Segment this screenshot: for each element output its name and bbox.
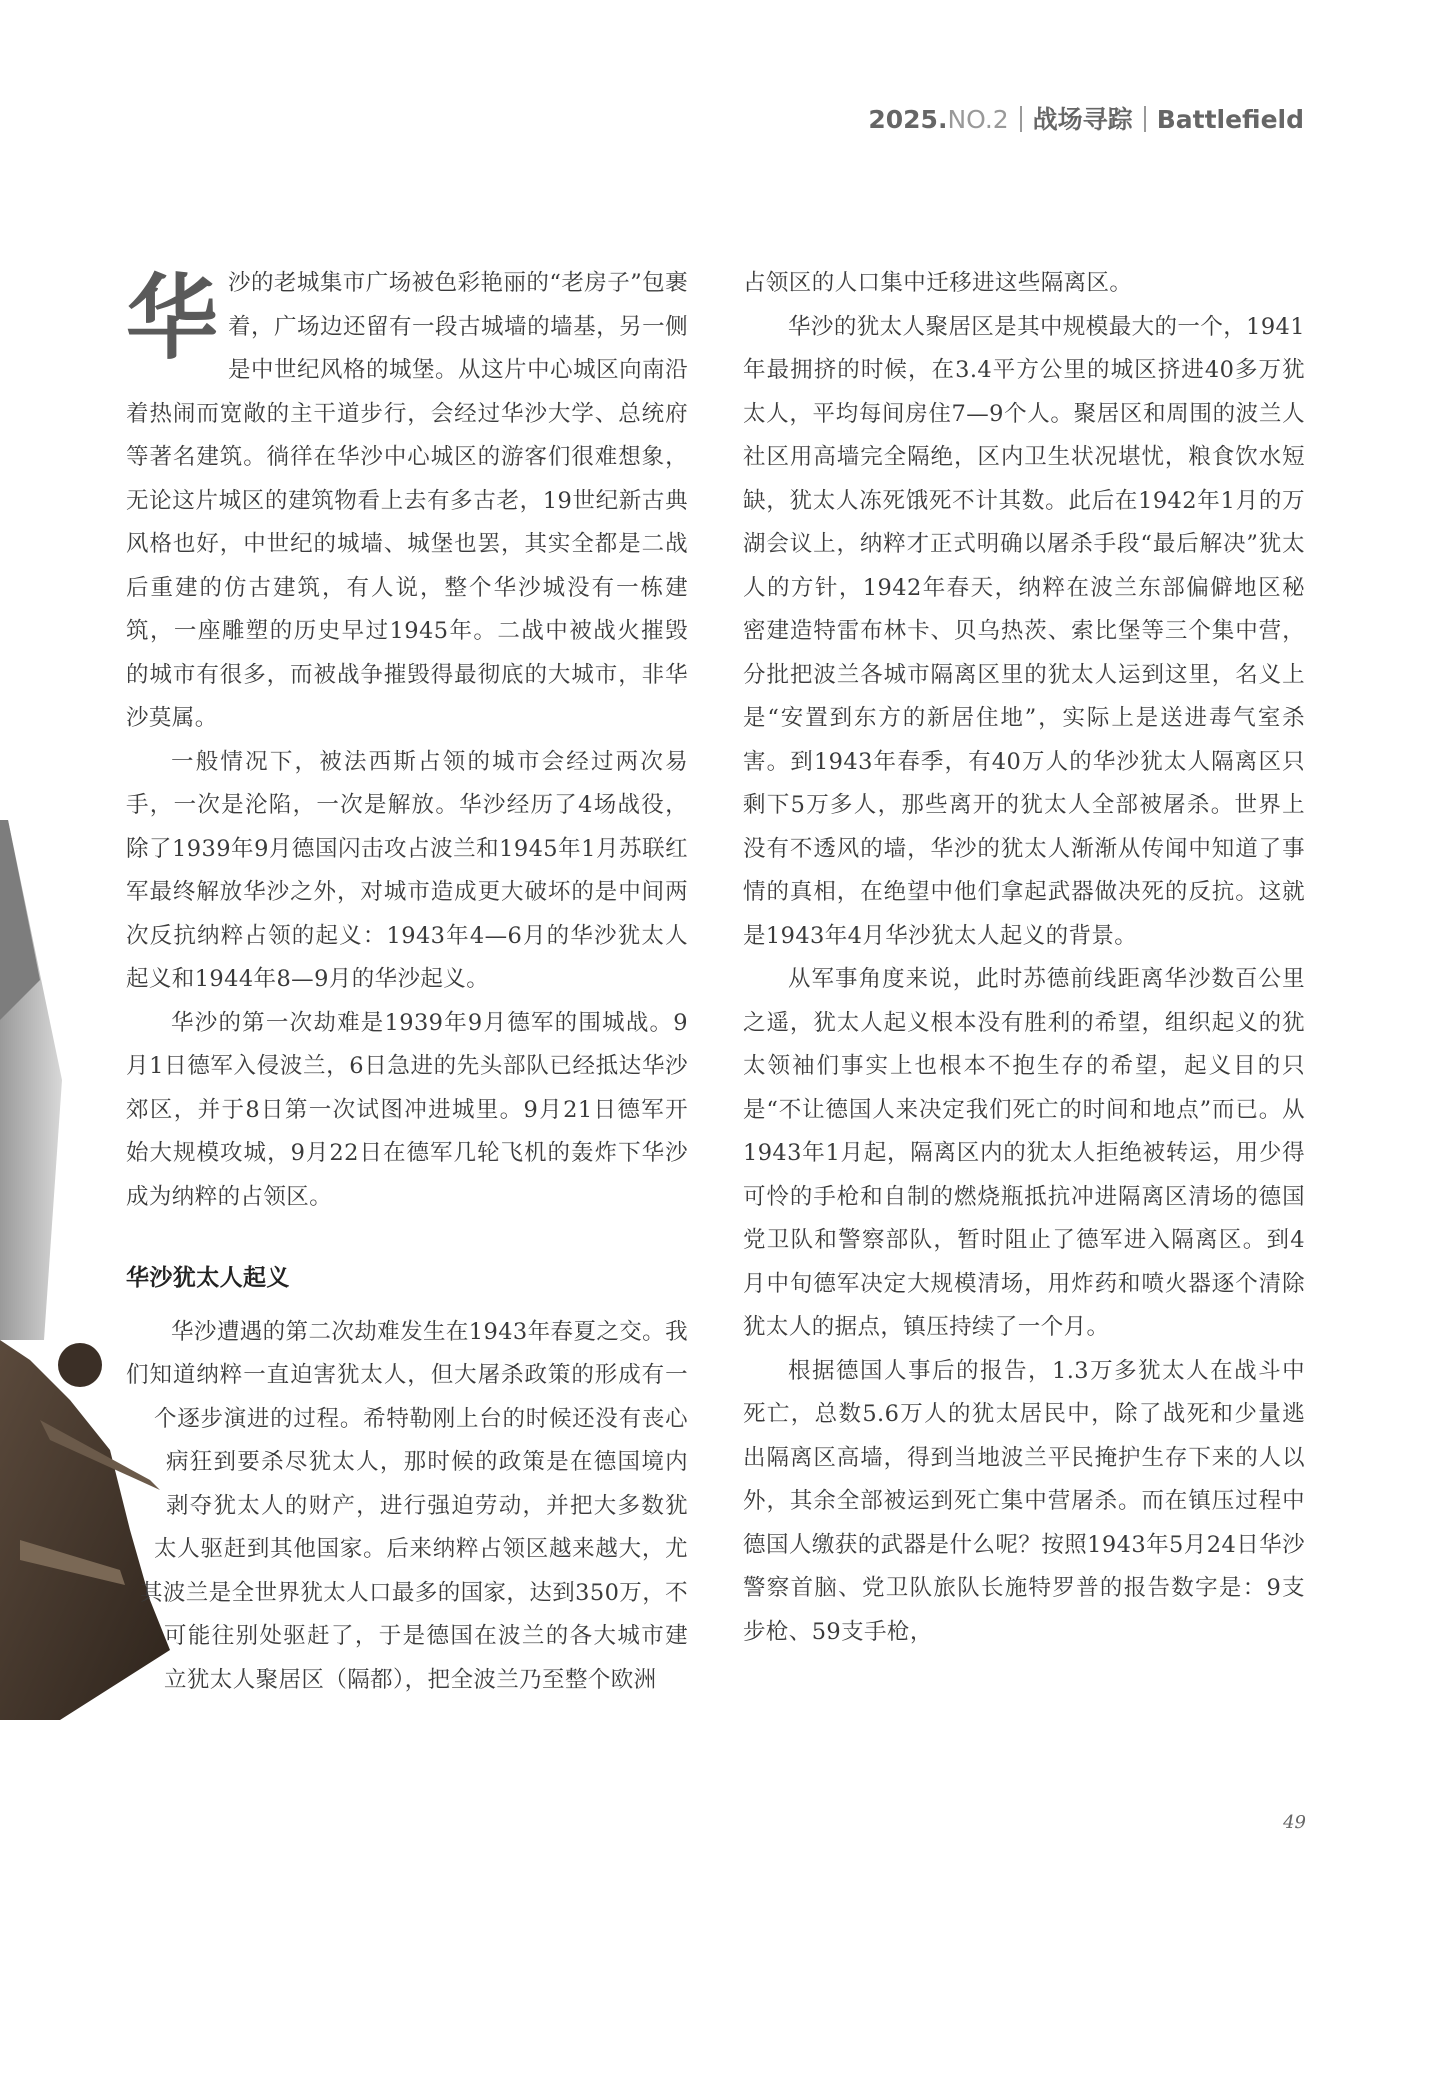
section-heading: 华沙犹太人起义 — [126, 1265, 290, 1291]
wrapped-paragraph-container — [126, 1311, 688, 1703]
drop-cap: 华 — [126, 264, 219, 372]
paragraph: 华沙的第一次劫难是1939年9月德军的围城战。9月1日德军入侵波兰，6日急进的先头部队已经抵达华沙郊区，并于8日第一次试图冲进城里。9月21日德军开始大规模攻城，9月22日在德军几轮飞机的轰炸下华沙成为纳粹的占领区。 — [126, 1009, 688, 1210]
monument-photo-top — [0, 820, 70, 1340]
paragraph: 根据德国人事后的报告，1.3万多犹太人在战斗中死亡，总数5.6万人的犹太居民中，除了战死和少量逃出隔离区高墙，得到当地波兰平民掩护生存下来的人以外，其余全部被运到死亡集中营屠杀。而在镇压过程中德国人缴获的武器是什么呢？按照1943年5月24日华沙警察首脑、党卫队旅队长施特罗普的报告数字是：9支步枪、59支手枪， — [743, 1357, 1305, 1645]
paragraph: 华沙遭遇的第二次劫难发生在1943年春夏之交。我们知道纳粹一直迫害犹太人，但大屠杀政策的形成有一个逐步演进的过程。希特勒刚上台的时候还没有丧心病狂到要杀尽犹太人，那时候的政策是在德国境内剥夺犹太人的财产，进行强迫劳动，并把大多数犹太人驱赶到其他国家。后来纳粹占领区越来越大，尤其波兰是全世界犹太人口最多的国家，达到350万，不可能往别处驱赶了，于是德国在波兰的各大城市建立犹太人聚居区（隔都），把全波兰乃至整个欧洲 — [126, 1318, 688, 1693]
issue-year: 2025. — [868, 105, 948, 134]
paragraph-continued: 占领区的人口集中迁移进这些隔离区。 — [743, 270, 1133, 296]
section-name-cn: 战场寻踪 — [1032, 105, 1133, 134]
paragraph: 从军事角度来说，此时苏德前线距离华沙数百公里之遥，犹太人起义根本没有胜利的希望，组织起义的犹太领袖们事实上也根本不抱生存的希望，起义目的只是“不让德国人来决定我们死亡的时间和地点”而已。从1943年1月起，隔离区内的犹太人拒绝被转运，用少得可怜的手枪和自制的燃烧瓶抵抗冲进隔离区清场的德国党卫队和警察部队，暂时阻止了德军进入隔离区。到4月中旬德军决定大规模清场，用炸药和喷火器逐个清除犹太人的据点，镇压持续了一个月。 — [743, 966, 1305, 1340]
article-column-left — [126, 262, 688, 1707]
opening-paragraph — [126, 262, 688, 741]
issue-number: NO.2 — [947, 105, 1009, 134]
header-divider — [1144, 106, 1146, 132]
article-column-right — [743, 262, 1305, 1654]
running-header — [868, 100, 1304, 136]
paragraph: 华沙的犹太人聚居区是其中规模最大的一个，1941年最拥挤的时候，在3.4平方公里的城区挤进40多万犹太人，平均每间房住7—9个人。聚居区和周围的波兰人社区用高墙完全隔绝，区内卫生状况堪忧，粮食饮水短缺，犹太人冻死饿死不计其数。此后在1942年1月的万湖会议上，纳粹才正式明确以屠杀手段“最后解决”犹太人的方针，1942年春天，纳粹在波兰东部偏僻地区秘密建造特雷布林卡、贝乌热茨、索比堡等三个集中营，分批把波兰各城市隔离区里的犹太人运到这里，名义上是“安置到东方的新居住地”，实际上是送进毒气室杀害。到1943年春季，有40万人的华沙犹太人隔离区只剩下5万多人，那些离开的犹太人全部被屠杀。世界上没有不透风的墙，华沙的犹太人渐渐从传闻中知道了事情的真相，在绝望中他们拿起武器做决死的反抗。这就是1943年4月华沙犹太人起义的背景。 — [743, 313, 1305, 949]
paragraph-text: 沙的老城集市广场被色彩艳丽的“老房子”包裹着，广场边还留有一段古城墙的墙基，另一侧是中世纪风格的城堡。从这片中心城区向南沿着热闹而宽敞的主干道步行，会经过华沙大学、总统府等著名建筑。徜徉在华沙中心城区的游客们很难想象，无论这片城区的建筑物看上去有多古老，19世纪新古典风格也好，中世纪的城墙、城堡也罢，其实全都是二战后重建的仿古建筑，有人说，整个华沙城没有一栋建筑，一座雕塑的历史早过1945年。二战中被战火摧毁的城市有很多，而被战争摧毁得最彻底的大城市，非华沙莫属。 — [126, 270, 688, 731]
section-name-en: Battlefield — [1156, 105, 1304, 134]
paragraph: 一般情况下，被法西斯占领的城市会经过两次易手，一次是沦陷，一次是解放。华沙经历了4场战役，除了1939年9月德国闪击攻占波兰和1945年1月苏联红军最终解放华沙之外，对城市造成更大破坏的是中间两次反抗纳粹占领的起义：1943年4—6月的华沙犹太人起义和1944年8—9月的华沙起义。 — [126, 748, 688, 992]
page-number: 49 — [1283, 1812, 1306, 1833]
header-divider — [1020, 106, 1022, 132]
